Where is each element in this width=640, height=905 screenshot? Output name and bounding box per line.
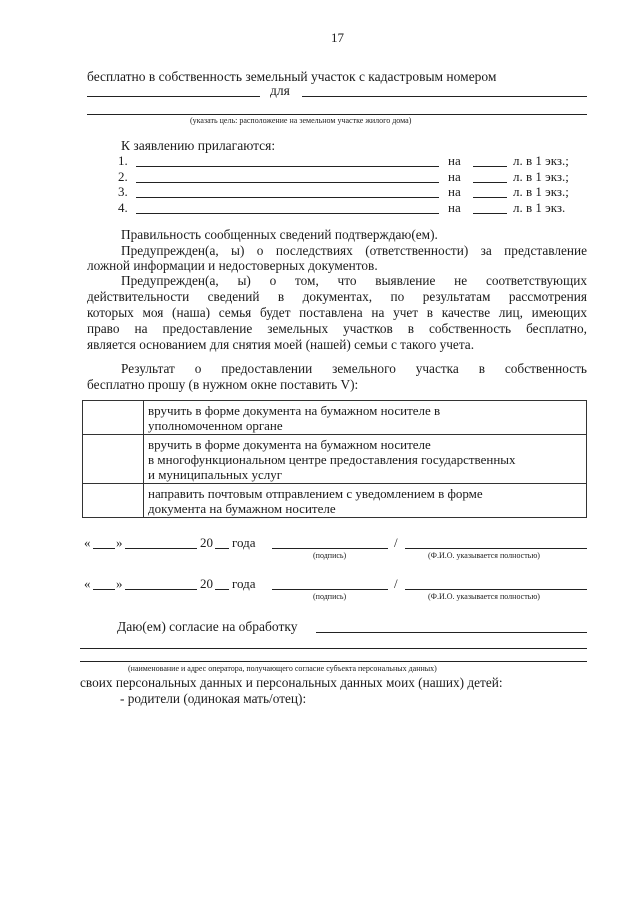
attachment-na-label: на <box>448 153 461 168</box>
attachment-number: 3. <box>118 184 128 199</box>
year-prefix: 20 <box>200 576 213 591</box>
attachment-pages-field[interactable] <box>473 182 507 183</box>
date-quote-close: » <box>116 576 123 591</box>
option-row <box>83 401 587 435</box>
option-row <box>83 484 587 518</box>
year-prefix: 20 <box>200 535 213 550</box>
date-quote-open: « <box>84 535 91 550</box>
result-text-line: Результат о предоставлении земельного участка в собственность <box>121 361 587 376</box>
operator-hint: (наименование и адрес оператора, получающего согласие субъекта персональных данных) <box>128 664 437 673</box>
option-line: вручить в форме документа на бумажном носителе в <box>148 403 441 418</box>
page-number: 17 <box>331 30 344 45</box>
attachment-name-field[interactable] <box>136 197 439 198</box>
option-row <box>83 435 587 484</box>
result-options-table <box>82 400 587 518</box>
signature-hint: (подпись) <box>313 551 347 560</box>
date-month-field[interactable] <box>125 589 197 590</box>
attachment-copies-label: л. в 1 экз.; <box>513 184 569 199</box>
confirm-text: Правильность сообщенных сведений подтверждаю(ем). <box>121 227 438 242</box>
option-text <box>144 435 587 484</box>
attachment-name-field[interactable] <box>136 166 439 167</box>
option-checkbox[interactable] <box>83 401 144 435</box>
date-quote-close: » <box>116 535 123 550</box>
operator-field-1[interactable] <box>316 632 587 633</box>
attachment-pages-field[interactable] <box>473 213 507 214</box>
option-line: в многофункциональном центре предоставления государственных <box>148 452 516 467</box>
intro-line: бесплатно в собственность земельный участок с кадастровым номером <box>87 69 497 84</box>
date-year-field[interactable] <box>215 589 229 590</box>
date-day-field[interactable] <box>93 548 115 549</box>
warning-2-line: действительности сведений в документах, по результатам рассмотрения <box>87 289 587 304</box>
attachment-copies-label: л. в 1 экз.; <box>513 153 569 168</box>
for-label: для <box>270 83 290 98</box>
purpose-field-2[interactable] <box>87 114 587 115</box>
warning-1-line: ложной информации и недостоверных документов. <box>87 258 378 273</box>
warning-1-line: Предупрежден(а, ы) о последствиях (ответственности) за представление <box>121 243 587 258</box>
signature-field[interactable] <box>272 589 388 590</box>
full-name-field[interactable] <box>405 589 587 590</box>
attachment-name-field[interactable] <box>136 182 439 183</box>
attachment-name-field[interactable] <box>136 213 439 214</box>
signature-hint: (подпись) <box>313 592 347 601</box>
parents-text: - родители (одинокая мать/отец): <box>120 691 307 706</box>
slash: / <box>394 576 398 591</box>
full-name-field[interactable] <box>405 548 587 549</box>
attachment-na-label: на <box>448 200 461 215</box>
attachment-na-label: на <box>448 169 461 184</box>
slash: / <box>394 535 398 550</box>
date-day-field[interactable] <box>93 589 115 590</box>
attachment-copies-label: л. в 1 экз. <box>513 200 566 215</box>
operator-field-2[interactable] <box>80 648 587 649</box>
cadastral-number-field[interactable] <box>87 96 260 97</box>
purpose-field-1[interactable] <box>302 96 587 97</box>
option-line: уполномоченном органе <box>148 418 283 433</box>
attachments-title: К заявлению прилагаются: <box>121 138 276 153</box>
attachment-number: 2. <box>118 169 128 184</box>
option-line: направить почтовым отправлением с уведомлением в форме <box>148 486 483 501</box>
date-year-field[interactable] <box>215 548 229 549</box>
option-checkbox[interactable] <box>83 484 144 518</box>
date-month-field[interactable] <box>125 548 197 549</box>
option-line: документа на бумажном носителе <box>148 501 336 516</box>
warning-2-line: является основанием для снятия моей (нашей) семьи с такого учета. <box>87 337 475 352</box>
attachment-number: 4. <box>118 200 128 215</box>
option-checkbox[interactable] <box>83 435 144 484</box>
attachment-pages-field[interactable] <box>473 197 507 198</box>
result-text-line: бесплатно прошу (в нужном окне поставить V): <box>87 377 359 392</box>
option-text <box>144 484 587 518</box>
attachment-pages-field[interactable] <box>473 166 507 167</box>
full-name-hint: (Ф.И.О. указывается полностью) <box>428 551 540 560</box>
attachment-number: 1. <box>118 153 128 168</box>
purpose-hint: (указать цель: расположение на земельном участке жилого дома) <box>190 116 412 125</box>
warning-2-line: право на предоставление земельных участков в собственность бесплатно, <box>87 321 587 336</box>
option-line: и муниципальных услуг <box>148 467 283 482</box>
warning-2-line: которых моя (наша) семья будет поставлена на учет в качестве лиц, имеющих <box>87 305 587 320</box>
attachment-na-label: на <box>448 184 461 199</box>
warning-2-line: Предупрежден(а, ы) о том, что выявление не соответствующих <box>121 273 587 288</box>
year-word: года <box>232 576 256 591</box>
operator-field-3[interactable] <box>80 661 587 662</box>
option-text <box>144 401 587 435</box>
date-quote-open: « <box>84 576 91 591</box>
option-line: вручить в форме документа на бумажном носителе <box>148 437 431 452</box>
full-name-hint: (Ф.И.О. указывается полностью) <box>428 592 540 601</box>
year-word: года <box>232 535 256 550</box>
attachment-copies-label: л. в 1 экз.; <box>513 169 569 184</box>
consent-label: Даю(ем) согласие на обработку <box>117 619 298 634</box>
signature-field[interactable] <box>272 548 388 549</box>
personal-data-text: своих персональных данных и персональных данных моих (наших) детей: <box>80 675 503 690</box>
